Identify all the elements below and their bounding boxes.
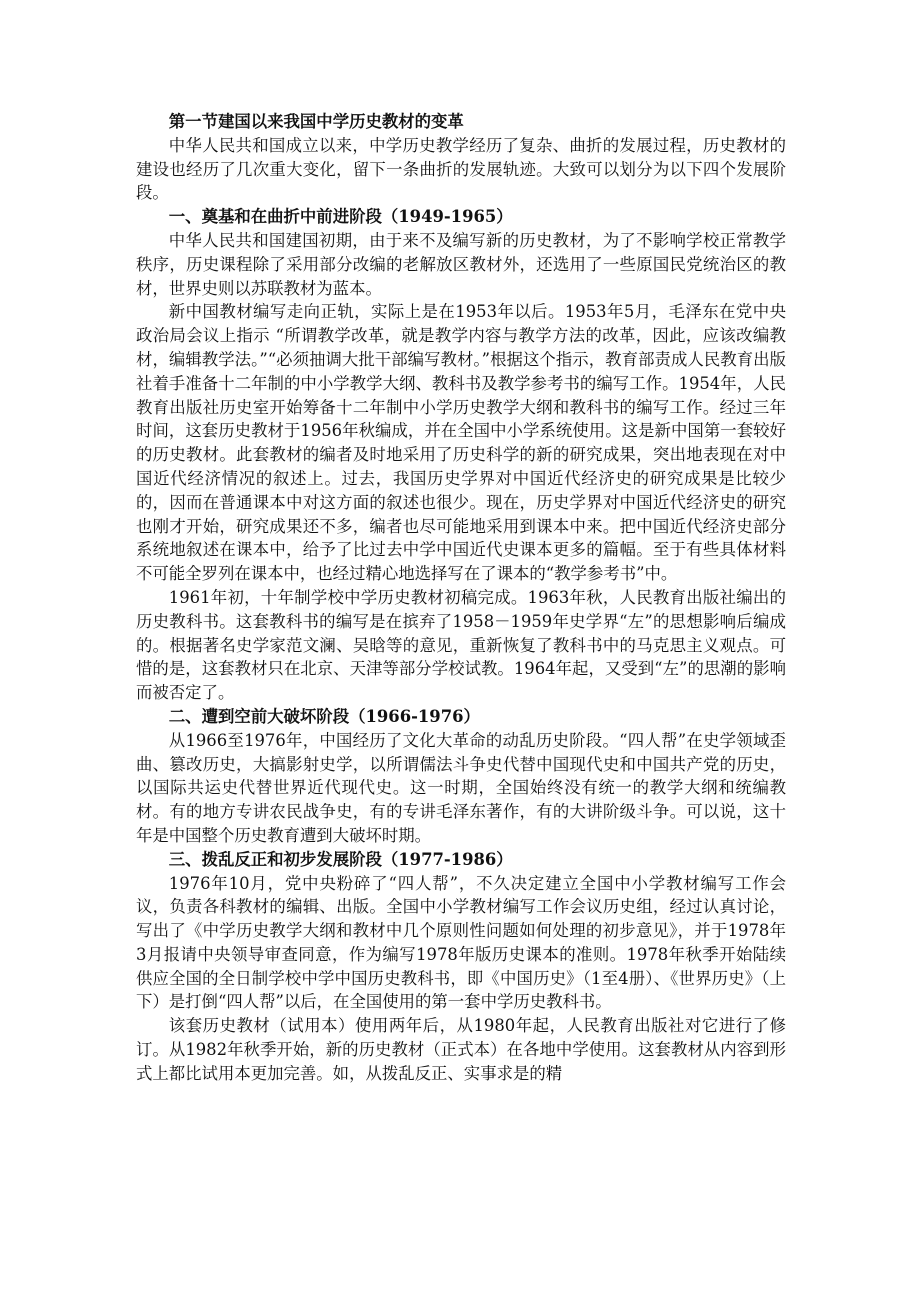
page-title: 第一节建国以来我国中学历史教材的变革 xyxy=(168,112,464,131)
section-heading-3: 三、拨乱反正和初步发展阶段（1977-1986） xyxy=(168,849,513,869)
section-1-paragraph-1: 中华人民共和国建国初期，由于来不及编写新的历史教材，为了不影响学校正常教学秩序，历史课程除了采用部分改编的老解放区教材外，还选用了一些原国民党统治区的教材，世界史则以苏联教材为蓝本。 xyxy=(136,230,786,298)
section-heading-1: 一、奠基和在曲折中前进阶段（1949-1965） xyxy=(168,207,513,227)
section-heading-2: 二、遭到空前大破坏阶段（1966-1976） xyxy=(168,706,480,726)
section-3-paragraph-2: 该套历史教材（试用本）使用两年后，从1980年起，人民教育出版社对它进行了修订。从1982年秋季开始，新的历史教材（正式本）在各地中学使用。这套教材从内容到形式上都比试用本更加完善。如，从拨乱反正、实事求是的精 xyxy=(136,1016,786,1083)
section-1-paragraph-3: 1961年初，十年制学校中学历史教材初稿完成。1963年秋，人民教育出版社编出的历史教科书。这套教科书的编写是在摈弃了1958－1959年史学界“左”的思想影响后编成的。根据著名史学家范文澜、吴晗等的意见，重新恢复了教科书中的马克思主义观点。可惜的是，这套教材只在北京、天津等部分学校试教。1964年起，又受到“左”的思潮的影响而被否定了。 xyxy=(136,587,786,703)
section-3-paragraph-1: 1976年10月，党中央粉碎了“四人帮”，不久决定建立全国中小学教材编写工作会议，负责各科教材的编辑、出版。全国中小学教材编写工作会议历史组，经过认真讨论，写出了《中学历史教学大纲和教材中几个原则性问题如何处理的初步意见》，并于1978年3月报请中央领导审查同意，作为编写1978年版历史课本的准则。1978年秋季开始陆续供应全国的全日制学校中学中国历史教科书，即《中国历史》（1至4册）、《世界历史》（上下）是打倒“四人帮”以后，在全国使用的第一套中学历史教科书。 xyxy=(136,873,786,1012)
section-1-paragraph-2: 新中国教材编写走向正轨，实际上是在1953年以后。1953年5月，毛泽东在党中央政治局会议上指示 “所谓教学改革，就是教学内容与教学方法的改革，因此，应该改编教材，编辑教学法。”“必须抽调大批干部编写教材。”根据这个指示，教育部责成人民教育出版社着手准备十二年制的中小学教学大纲、教科书及教学参考书的编写工作。1954年，人民教育出版社历史室开始筹备十二年制中小学历史教学大纲和教科书的编写工作。经过三年时间，这套历史教材于1956年秋编成，并在全国中小学系统使用。这是新中国第一套较好的历史教材。此套教材的编者及时地采用了历史科学的新的研究成果，突出地表现在对中国近代经济情况的叙述上。过去，我国历史学界对中国近代经济史的研究成果是比较少的，因而在普通课本中对这方面的叙述也很少。现在，历史学界对中国近代经济史的研究也刚才开始，研究成果还不多，编者也尽可能地采用到课本中来。把中国近代经济史部分系统地叙述在课本中，给予了比过去中学中国近代史课本更多的篇幅。至于有些具体材料不可能全罗列在课本中，也经过精心地选择写在了课本的“教学参考书”中。 xyxy=(136,302,786,584)
section-2-paragraph-1: 从1966至1976年，中国经历了文化大革命的动乱历史阶段。“四人帮”在史学领域歪曲、篡改历史，大搞影射史学，以所谓儒法斗争史代替中国现代史和中国共产党的历史，以国际共运史代替世界近代现代史。这一时期，全国始终没有统一的教学大纲和统编教材。有的地方专讲农民战争史，有的专讲毛泽东著作，有的大讲阶级斗争。可以说，这十年是中国整个历史教育遭到大破坏时期。 xyxy=(136,730,786,845)
document-page xyxy=(136,110,786,1086)
intro-paragraph: 中华人民共和国成立以来，中学历史教学经历了复杂、曲折的发展过程，历史教材的建设也经历了几次重大变化，留下一条曲折的发展轨迹。大致可以划分为以下四个发展阶段。 xyxy=(136,135,786,203)
